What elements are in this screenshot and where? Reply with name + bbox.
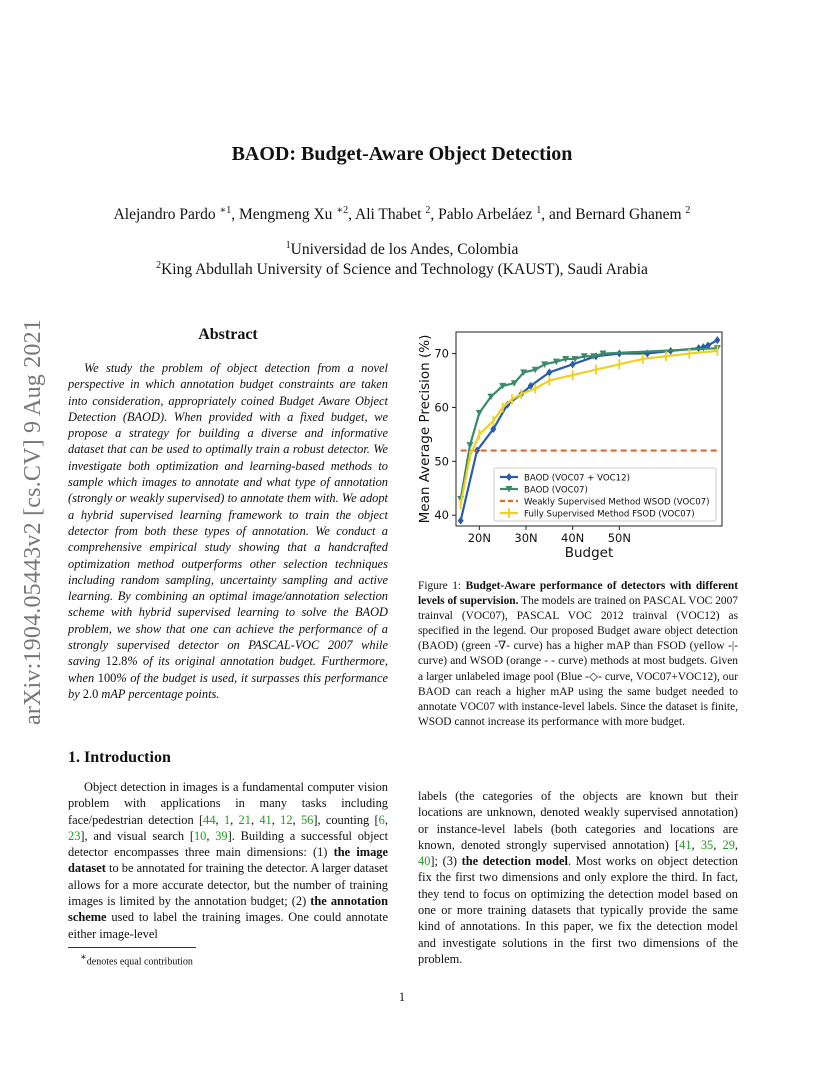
legend-label: BAOD (VOC07) xyxy=(524,485,588,496)
data-point xyxy=(476,410,483,417)
abstract-body: We study the problem of object detection from a novel perspective in which annotation budget constraints are taken into consideration, appropriately coined Budget Aware Object Detection (BAOD). When provided with a fixed budget, we propose a strategy for building a diverse and informative dataset that can be used to optimally train a robust detector. We investigate both optimization and learning-based methods to sample which images to annotate and what type of annotation (strongly or weakly supervised) to annotate them with. We adopt a hybrid supervised learning framework to train the object detector from both these types of annotation. We conduct a comprehensive empirical study showing that a handcrafted optimization method outperforms other selection techniques including random sampling, uncertainty sampling and active learning. By combining an optimal image/annotation selection scheme with hybrid supervised learning to solve the BAOD problem, we show that one can achieve the performance of a strongly supervised detector on PASCAL-VOC 2007 while saving 12.8% of its original annotation budget. Furthermore, when 100% of the budget is used, it surpasses this performance by 2.0 mAP percentage points. xyxy=(68,361,388,701)
data-point xyxy=(458,517,464,525)
author-name: Mengmeng Xu xyxy=(239,206,337,224)
legend-label: BAOD (VOC07 + VOC12) xyxy=(524,473,630,484)
citation-link[interactable]: 35 xyxy=(700,837,714,852)
citation-link[interactable]: 21 xyxy=(238,812,251,827)
legend-entry xyxy=(500,498,710,508)
citation-link[interactable]: 39 xyxy=(215,828,228,843)
x-axis-label: Budget xyxy=(564,545,614,561)
paper-title: BAOD: Budget-Aware Object Detection xyxy=(231,143,573,165)
dimension-1-bold: the image dataset xyxy=(68,845,388,876)
dimension-2-bold: the annotation scheme xyxy=(68,894,388,925)
introduction-paragraph-right: labels (the categories of the objects are known but their locations are unknown, denoted weakly supervised annotation) or instance-level labels (both categories and locations are known, denoted strongly supervised annotation) [41, 35, 29, 40]; (3) the detection model. Most works on object detection fix the first two dimensions and only explore the third. In fact, they tend to focus on optimizing the detection model based on one or more training datasets that typically provide the same kind of annotations. In this paper, we fix the detection model and investigate solutions in the first two dimensions of the problem. xyxy=(418,789,739,966)
affiliation-2 xyxy=(0,260,804,279)
footnote: ∗denotes equal contribution xyxy=(80,952,193,968)
y-tick-label: 70 xyxy=(434,346,449,361)
affiliation-text: Universidad de los Andes, Colombia xyxy=(290,241,519,259)
author-name: Pablo Arbeláez xyxy=(438,206,537,224)
author-name: Alejandro Pardo xyxy=(113,206,220,224)
x-tick-label: 30N xyxy=(514,531,538,545)
citation-link[interactable]: 6 xyxy=(378,812,385,827)
affiliation-text: King Abdullah University of Science and Technology (KAUST), Saudi Arabia xyxy=(161,261,648,279)
citation-link[interactable]: 40 xyxy=(418,854,431,869)
x-tick-label: 40N xyxy=(561,531,585,545)
citation-link[interactable]: 23 xyxy=(68,828,81,843)
y-tick-label: 60 xyxy=(434,400,449,415)
citation-link[interactable]: 1 xyxy=(223,812,231,827)
x-tick-label: 20N xyxy=(467,531,491,545)
citation-link[interactable]: 41 xyxy=(679,837,692,852)
page-number: 1 xyxy=(398,990,406,1004)
arxiv-identifier: arXiv:1904.05443v2 [cs.CV] 9 Aug 2021 xyxy=(20,318,46,726)
introduction-heading: 1. Introduction xyxy=(68,749,171,766)
dimension-3-bold: the detection model xyxy=(461,854,568,869)
legend-entry xyxy=(500,508,695,520)
budget-performance-chart xyxy=(400,320,740,565)
y-tick-label: 40 xyxy=(434,508,449,523)
author-affiliation-mark: ∗2 xyxy=(336,205,349,216)
citation-link[interactable]: 10 xyxy=(193,828,207,843)
introduction-paragraph-left: Object detection in images is a fundamental computer vision problem with applications in many tasks including face/pedestrian detection [44, 1, 21, 41, 12, 56], counting [6, 23], and visual search [10, 39]. Building a successful object detector encompasses three main dimensions: (1) the image dataset to be annotated for training the detector. A larger dataset allows for a more accurate detector, but the number of training images is limited by the annotation budget; (2) the annotation scheme used to label the training images. One could annotate either image-level xyxy=(68,780,389,941)
citation-link[interactable]: 29 xyxy=(722,837,735,852)
affiliation-1 xyxy=(0,240,804,259)
x-tick-label: 50N xyxy=(607,531,631,545)
citation-link[interactable]: 41 xyxy=(259,812,272,827)
legend-label: Weakly Supervised Method WSOD (VOC07) xyxy=(524,497,710,508)
legend-label: Fully Supervised Method FSOD (VOC07) xyxy=(524,509,695,520)
author-list: Alejandro Pardo $^{∗1}$, Mengmeng Xu $^{∗2}$, Ali Thabet $^2$, Pablo Arbeláez $^1$, and Bernard Ghanem $^2$ xyxy=(113,205,691,224)
author-affiliation-mark: 2 xyxy=(425,205,431,216)
abstract-heading: Abstract xyxy=(198,326,258,343)
affiliation-mark: 2 xyxy=(156,260,162,271)
footnote-rule xyxy=(68,947,196,948)
author-affiliation-mark: 2 xyxy=(685,205,691,216)
citation-link[interactable]: 12 xyxy=(280,812,293,827)
affiliation-mark: 1 xyxy=(285,240,291,251)
author-name: Bernard Ghanem xyxy=(575,206,686,224)
author-affiliation-mark: ∗1 xyxy=(219,205,232,216)
citation-link[interactable]: 56 xyxy=(300,812,314,827)
figure-caption: Figure 1: Budget-Aware performance of detectors with different levels of supervision. The models are trained on PASCAL VOC 2007 trainval (VOC07), PASCAL VOC 2012 trainval (VOC12) as specified in the legend. Our proposed Budget aware object detection (BAOD) (green -∇- curve) has a higher mAP than FSOD (yellow -|- curve) and WSOD (orange - - curve) methods at most budgets. Given a larger unlabeled image pool (Blue -◇- curve, VOC07+VOC12), our BAOD can reach a higher mAP using the same budget needed to annotate VOC07 with instance-level labels. Since the dataset is finite, WSOD cannot increase its performance with more budget. xyxy=(418,580,739,728)
author-name: Ali Thabet xyxy=(355,206,426,224)
data-point xyxy=(714,336,720,344)
author-affiliation-mark: 1 xyxy=(536,205,542,216)
y-axis-label: Mean Average Precision (%) xyxy=(417,334,433,524)
y-tick-label: 50 xyxy=(434,454,449,469)
citation-link[interactable]: 44 xyxy=(203,812,216,827)
